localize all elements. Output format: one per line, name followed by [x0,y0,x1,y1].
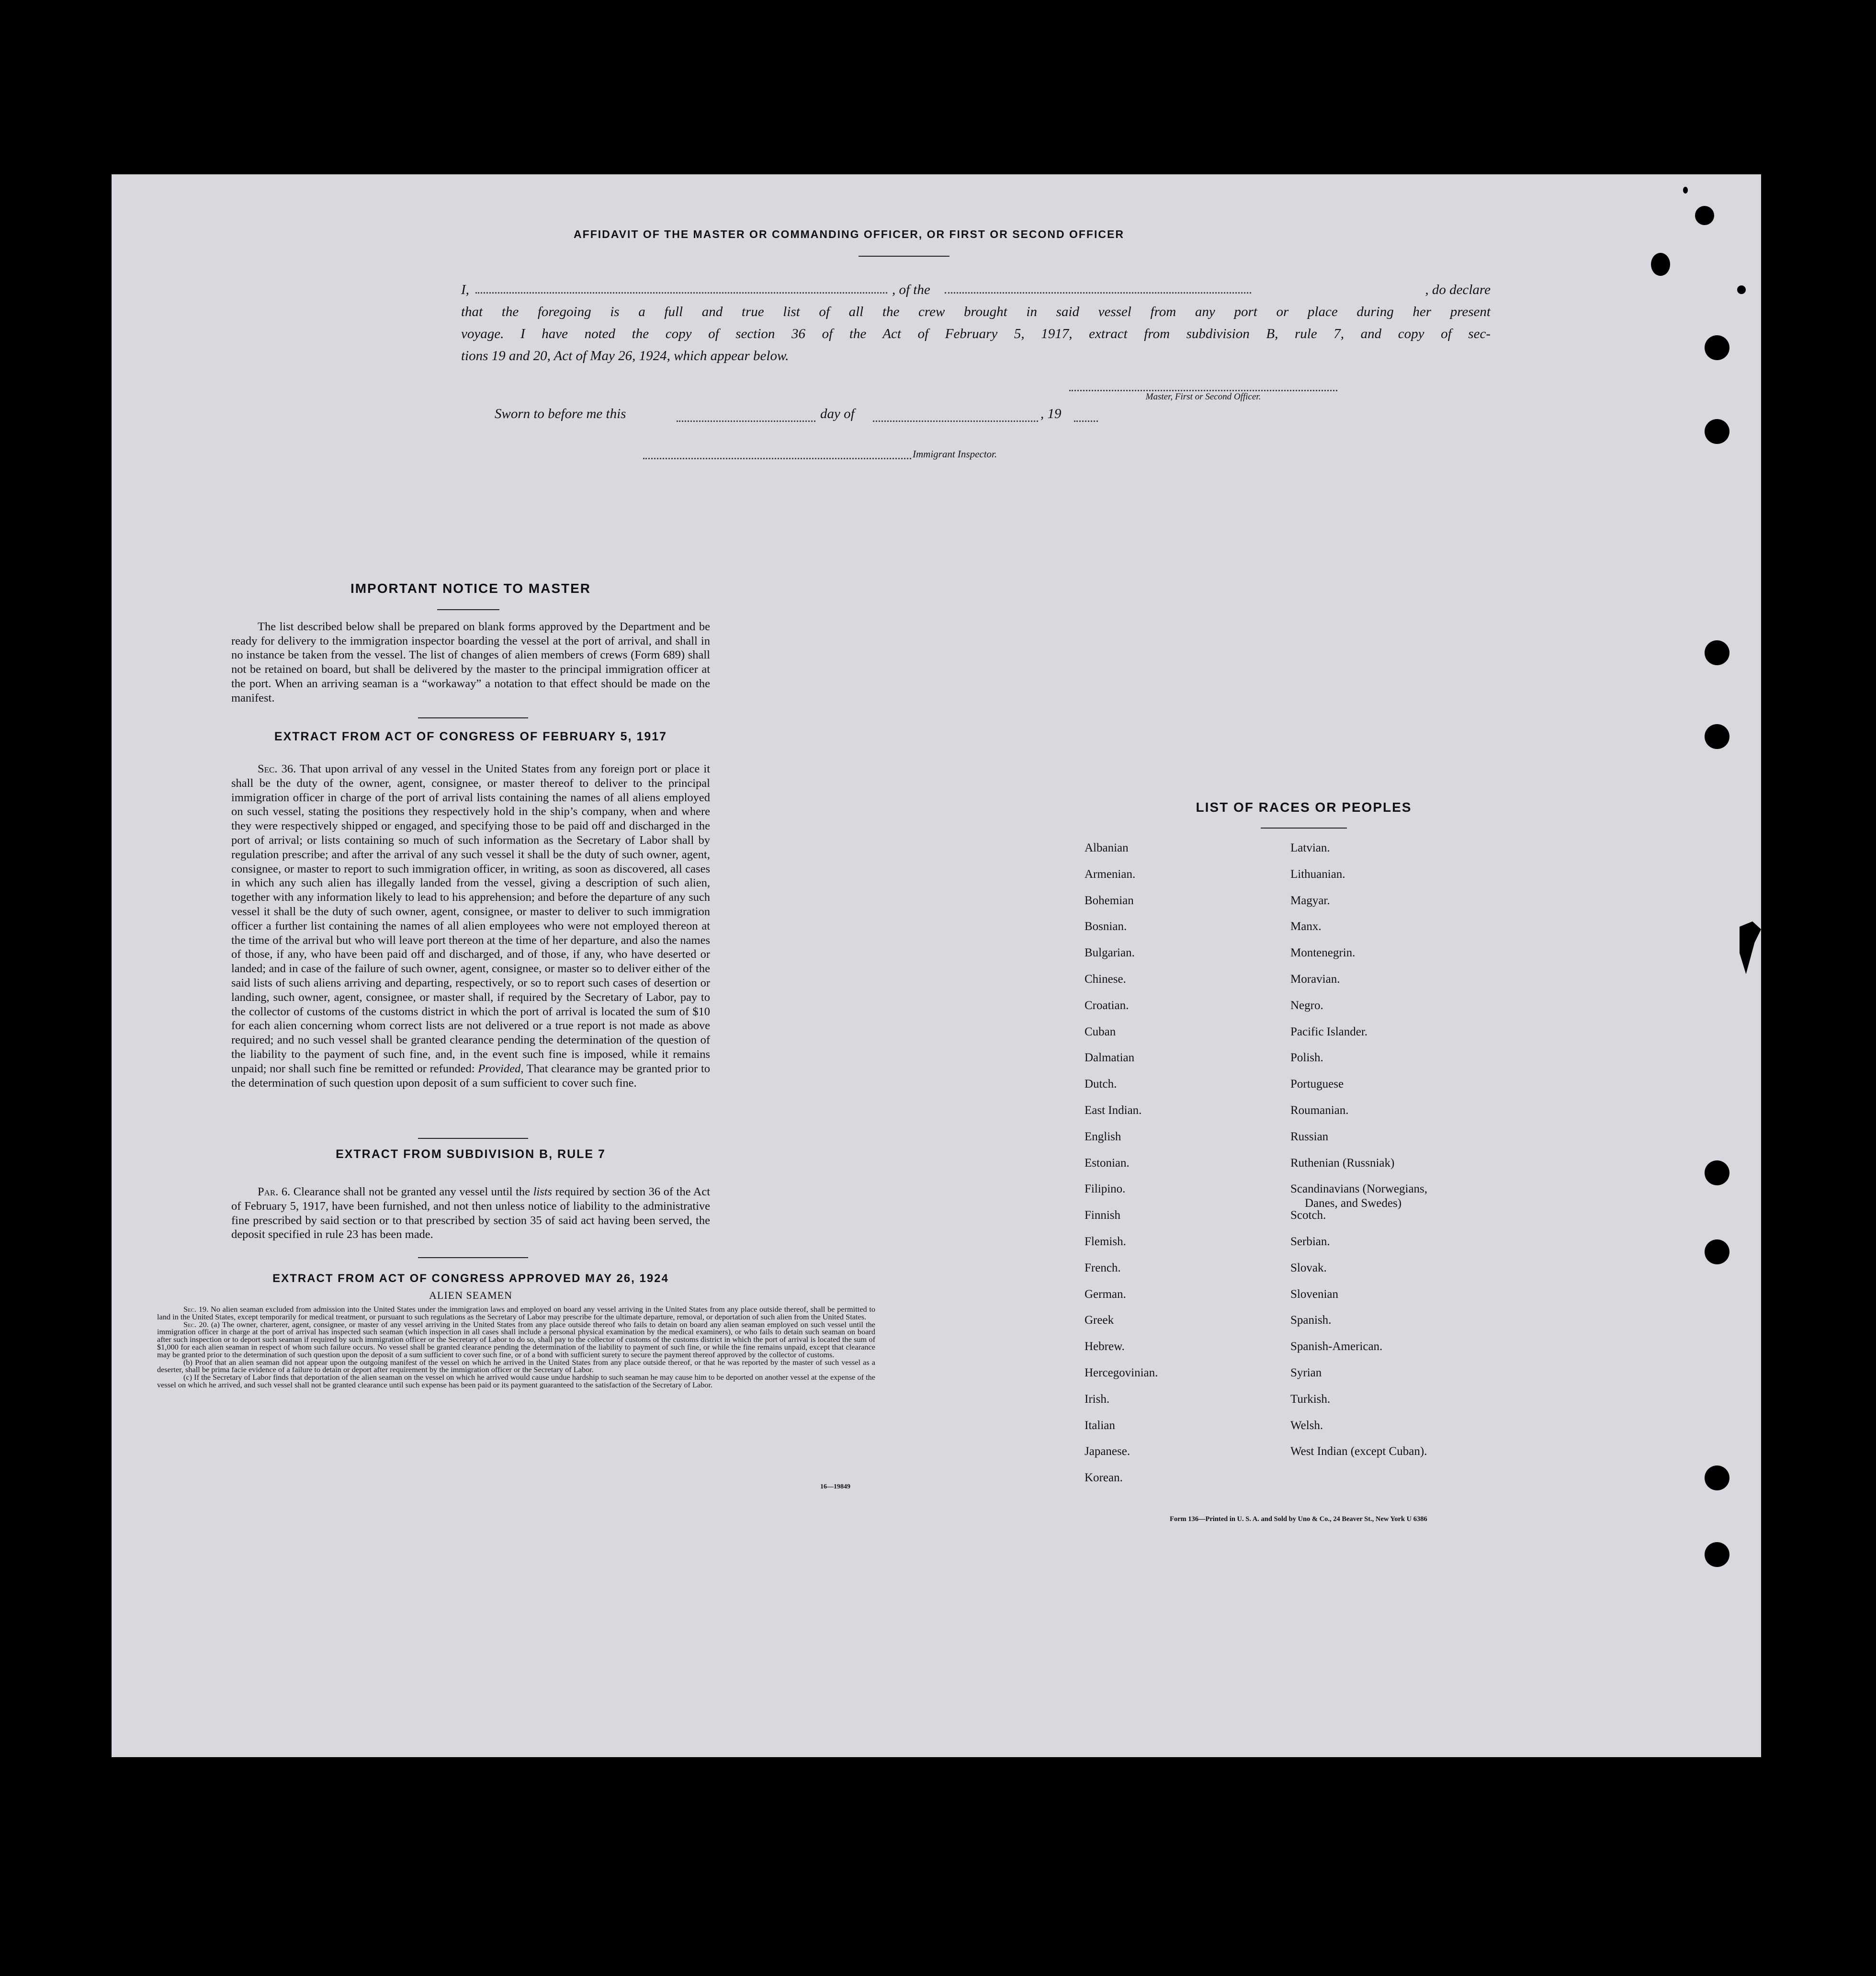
torn-edge [1740,921,1761,974]
race-item: Ruthenian (Russniak) [1290,1156,1395,1170]
affidavit-title: AFFIDAVIT OF THE MASTER OR COMMANDING OFFICER, OR FIRST OR SECOND OFFICER [574,228,1124,240]
master-signature-line[interactable] [1069,390,1337,391]
extract1917-title: EXTRACT FROM ACT OF CONGRESS OF FEBRUARY 5, 1917 [274,730,667,743]
printer-footer: Form 136—Printed in U. S. A. and Sold by Uno & Co., 24 Beaver St., New York U 6386 [1170,1515,1427,1523]
extract1917-end-rule [418,1138,528,1139]
punch-hole [1705,1465,1729,1490]
day-of-text: day of [820,406,855,421]
ink-speck [1737,285,1746,294]
sec20-label: Sec. 20. [183,1319,209,1329]
race-item: Italian [1085,1419,1115,1432]
affidavit-line3: voyage. I have noted the copy of section 36 of the Act of February 5, 1917, extract from subdivision B, rule 7, and copy of sec- [461,326,1491,341]
notice-end-rule [418,717,528,718]
ink-blot [1651,253,1670,276]
sec36-end: That clearance may be granted prior to the determination of such question upon deposit of a sum sufficient to cover such fine. [231,1062,711,1090]
race-item: Bosnian. [1085,920,1127,933]
sec36-text: That upon arrival of any vessel in the United States from any foreign port or place it shall be the duty of the owner, agent, consignee, or master thereof to deliver to the principal immigration officer in charge of the port of arrival lists containing the names of all aliens employed on such vessel, stating the positions they respectively hold in the ship’s company, when and where they were respectively shipped or engaged, and specifying those to be paid off and discharged in the port of arrival; or lists containing so much of such information as the Secretary of Labor shall by regulation prescribe; and after the arrival of any such vessel it shall be the duty of such owner, agent, consignee, or master to report to such immigration officer, in writing, as soon as discovered, all cases in which any such alien has illegally landed from the vessel, giving a description of such alien, together with any information likely to lead to his apprehension; and before the departure of any such vessel it shall be the duty of such owner, agent, consignee, or master to deliver to such immigration officer a further list containing the names of all alien employees who were not employed thereon at the time of the arrival but who will leave port thereon at the time of her departure, and also the names of those, if any, who have been paid off and discharged, and of those, if any, who have deserted or landed; and in case of the failure of such owner, agent, consignee, or master so to deliver either of the said lists of such aliens arriving and departing, respectively, or so to report such cases of desertion or landing, such owner, agent, consignee, or master shall, if required by the Secretary of Labor, pay to the collector of customs of the customs district in which the port of arrival is located the sum of $10 for each alien concerning whom correct lists are not delivered or a true report is not made as above required; and no such vessel shall be granted clearance pending the determination of the question of the liability to the payment of such fine, and, in the event such fine is imposed, while it remains unpaid; nor shall such fine be remitted or refunded: [231,762,711,1075]
race-item: Welsh. [1290,1419,1323,1432]
punch-hole [1705,419,1729,444]
affidavit-of-the: , of the [892,282,930,297]
race-item: Chinese. [1085,973,1126,986]
par6-label: Par. 6. [258,1185,291,1198]
race-item: Hebrew. [1085,1340,1125,1353]
race-item: Irish. [1085,1392,1110,1406]
affidavit-i: I, [461,282,469,297]
sec20a-text: (a) The owner, charterer, agent, consignee, or master of any vessel arriving in the United States from any place outside thereof who fails to detain on board any alien seaman employed on such vessel until the immigration officer in charge at the port of arrival has inspected such seaman (which inspection in all cases shall include a personal physical examination by the medical examiners), or who fails to detain such seaman on board after such inspection or to deport such seaman if required by such immigration officer or the Secretary of Labor to do so, shall pay to the collector of customs of the customs district in which the port of arrival is located the sum of $1,000 for each alien seaman in respect of whom such failure occurs. No vessel shall be granted clearance pending the determination of the liability to payment of such fine, or while the fine remains unpaid, except that clearance may be granted prior to the determination of such question upon the deposit of a sum sufficient to cover such fine, or of a bond with sufficient surety to secure the payment thereof approved by the collector of customs. [157,1319,875,1359]
year-prefix: , 19 [1040,406,1062,421]
notice-rule [437,609,499,610]
races-title: LIST OF RACES OR PEOPLES [1196,800,1412,815]
sec20a-paragraph [157,1321,875,1359]
sec20c-paragraph: (c) If the Secretary of Labor finds that deportation of the alien seaman on the vessel on which he arrived would cause undue hardship to such seaman he may cause him to be deported on another vessel at the expense of the vessel on which he arrived, and such vessel shall not be granted clearance until such expense has been paid or its payment guaranteed to the satisfaction of the Secretary of Labor. [157,1373,875,1389]
name-blank[interactable] [475,292,887,294]
race-item: Portuguese [1290,1078,1344,1091]
notice-title: IMPORTANT NOTICE TO MASTER [350,581,591,596]
race-item: Bohemian [1085,894,1134,907]
act1924-subtitle: ALIEN SEAMEN [429,1289,512,1301]
affidavit-title-rule [859,256,949,257]
race-item: Hercegovinian. [1085,1366,1158,1379]
race-item: Magyar. [1290,894,1330,907]
race-item: Flemish. [1085,1235,1126,1248]
race-item: Serbian. [1290,1235,1330,1248]
race-item: Slovak. [1290,1261,1327,1274]
race-item: Albanian [1085,841,1129,854]
race-item: Slovenian [1290,1287,1338,1301]
race-item: Polish. [1290,1051,1323,1065]
race-item: English [1085,1130,1121,1143]
rule7-body [231,1185,710,1242]
document-page [112,174,1761,1757]
punch-hole [1705,640,1729,665]
sec36-label: Sec. 36. [258,762,296,775]
race-item: Moravian. [1290,973,1340,986]
sec19-label: Sec. 19. [183,1305,209,1314]
master-caption: Master, First or Second Officer. [1145,392,1261,402]
sworn-line [495,406,1117,425]
ink-speck [1683,187,1688,193]
race-item: Finnish [1085,1209,1121,1222]
notice-body: The list described below shall be prepared on blank forms approved by the Department and be ready for delivery to the immigration inspector boarding the vessel at the port of arrival, and shall in no instance be taken from the vessel. The list of changes of alien members of crews (Form 689) shall not be retained on board, but shall be delivered by the master to the principal immigration officer at the port. When an arriving seaman is a “workaway” a notation to that effect should be made on the manifest. [231,620,710,704]
affidavit-body [461,279,1491,367]
par6-text-a: Clearance shall not be granted any vessel until the [293,1185,531,1198]
race-item: Filipino. [1085,1182,1126,1196]
affidavit-line2: that the foregoing is a full and true list of all the crew brought in said vessel from any port or place during her present [461,304,1491,319]
affidavit-do-declare: , do declare [1425,282,1491,297]
rule7-end-rule [418,1257,528,1258]
race-item: Spanish. [1290,1314,1332,1327]
race-item: Armenian. [1085,867,1136,881]
inspector-caption: Immigrant Inspector. [913,448,997,460]
race-item: French. [1085,1261,1121,1274]
inspector-signature-line[interactable] [643,458,911,459]
form-code: 16—19849 [820,1483,850,1490]
punch-hole [1705,724,1729,749]
month-blank[interactable] [873,420,1038,422]
race-item: Latvian. [1290,841,1330,854]
race-item: Cuban [1085,1025,1116,1038]
race-item: Montenegrin. [1290,946,1356,960]
punch-hole [1705,1160,1729,1185]
lists-word: lists [533,1185,553,1198]
race-item: Roumanian. [1290,1104,1349,1117]
day-blank[interactable] [677,420,815,422]
year-blank[interactable] [1074,420,1098,422]
sworn-text: Sworn to before me this [495,406,626,421]
race-item: Estonian. [1085,1156,1130,1170]
sec19-paragraph [157,1306,875,1321]
sec19-text: No alien seaman excluded from admission into the United States under the immigration laws and employed on board any vessel arriving in the United States from any place outside thereof, shall be permitted to land in the United States, except temporarily for medical treatment, or pursuant to such regulations as the Secretary of Labor may prescribe for the ultimate departure, removal, or deportation of such alien from the United States. [157,1305,875,1321]
race-item: East Indian. [1085,1104,1142,1117]
ink-blot [1695,206,1714,225]
act1924-title: EXTRACT FROM ACT OF CONGRESS APPROVED MAY 26, 1924 [272,1272,669,1285]
sec20b-paragraph: (b) Proof that an alien seaman did not appear upon the outgoing manifest of the vessel on which he arrived in the United States from any place outside thereof, or that he was reported by the master of such vessel as a deserter, shall be prima facie evidence of a failure to detain or deport after requirement by the immigration officer or the Secretary of Labor. [157,1357,875,1374]
race-item: Greek [1085,1314,1114,1327]
race-item: West Indian (except Cuban). [1290,1445,1427,1458]
act1924-body [157,1306,875,1389]
punch-hole [1705,335,1729,360]
vessel-blank[interactable] [945,292,1251,294]
race-item: Scandinavians (Norwegians, [1290,1182,1428,1196]
extract1917-body [231,762,710,1090]
races-rule [1261,828,1347,829]
race-item: Spanish-American. [1290,1340,1383,1353]
provided-word: Provided, [478,1062,524,1075]
race-item: Negro. [1290,999,1323,1012]
punch-hole [1705,1542,1729,1567]
race-item: German. [1085,1287,1126,1301]
race-item: Japanese. [1085,1445,1130,1458]
race-item: Bulgarian. [1085,946,1135,960]
race-item: Korean. [1085,1471,1123,1485]
race-item: Turkish. [1290,1392,1331,1406]
par6-text-b: required by section 36 of the Act of February 5, 1917, have been furnished, and not then unless notice of liability to the administrative fine prescribed by said section or to that prescribed by section 35 of said act having been served, the deposit specified in rule 23 has been made. [231,1185,711,1241]
race-item: Croatian. [1085,999,1129,1012]
race-item: Syrian [1290,1366,1322,1379]
race-item: Scotch. [1290,1209,1326,1222]
race-item: Dutch. [1085,1078,1117,1091]
punch-hole [1705,1239,1729,1264]
race-item: Dalmatian [1085,1051,1135,1065]
rule7-title: EXTRACT FROM SUBDIVISION B, RULE 7 [336,1147,606,1161]
race-item: Lithuanian. [1290,867,1345,881]
race-item: Pacific Islander. [1290,1025,1368,1038]
race-item: Manx. [1290,920,1322,933]
race-item: Russian [1290,1130,1329,1143]
race-item: Danes, and Swedes) [1305,1197,1402,1210]
affidavit-line4: tions 19 and 20, Act of May 26, 1924, which appear below. [461,348,789,363]
